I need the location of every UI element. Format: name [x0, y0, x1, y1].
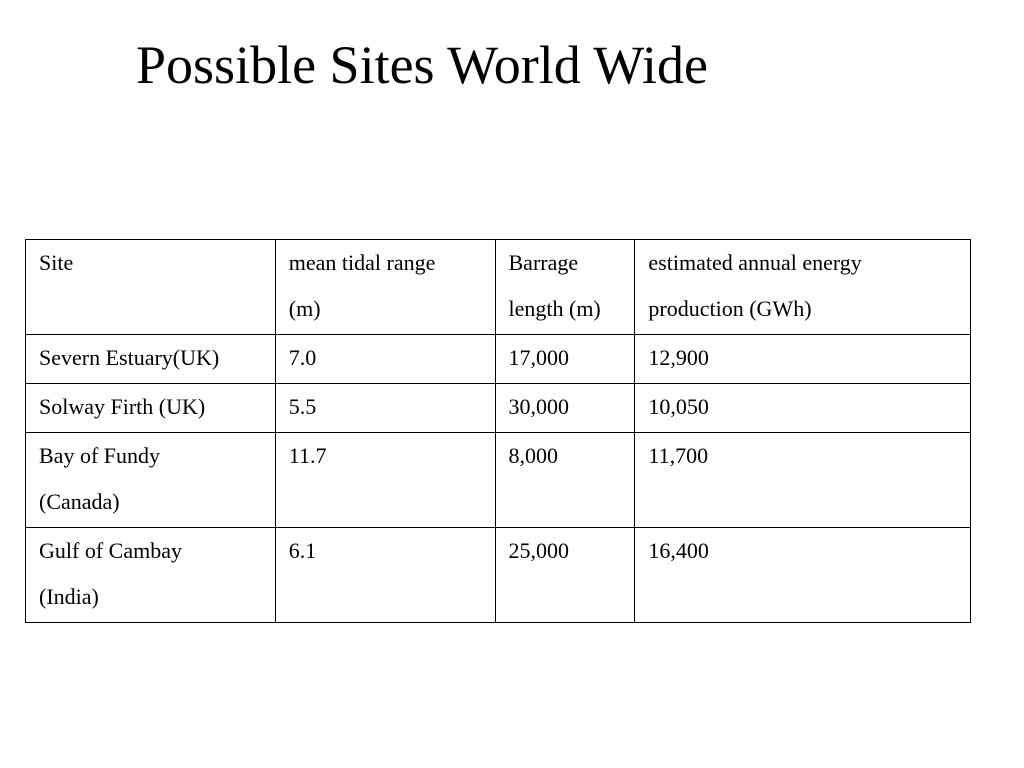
site-name: Bay of Fundy [39, 443, 160, 468]
header-text: production (GWh) [648, 296, 812, 321]
mean-tidal-range-cell: 5.5 [275, 384, 495, 433]
header-annual-energy [635, 240, 971, 335]
site-cell [26, 335, 276, 384]
barrage-length-cell: 8,000 [495, 433, 635, 528]
header-barrage-length [495, 240, 635, 335]
table-row [26, 335, 971, 384]
table-header-row [26, 240, 971, 335]
header-text: estimated annual energy [648, 250, 862, 275]
energy-cell: 11,700 [635, 433, 971, 528]
table-row [26, 433, 971, 528]
energy-cell: 12,900 [635, 335, 971, 384]
mean-tidal-range-cell: 7.0 [275, 335, 495, 384]
barrage-length-cell: 25,000 [495, 528, 635, 623]
header-text: mean tidal range [288, 250, 436, 275]
site-cell [26, 433, 276, 528]
header-text: (m) [288, 296, 321, 321]
tidal-sites-table [25, 239, 971, 623]
barrage-length-cell: 17,000 [495, 335, 635, 384]
header-mean-tidal-range [275, 240, 495, 335]
site-country: (India) [39, 584, 99, 609]
table-row [26, 528, 971, 623]
site-name: Gulf of Cambay [39, 538, 182, 563]
header-site [26, 240, 276, 335]
energy-cell: 10,050 [635, 384, 971, 433]
header-text: Barrage [508, 250, 579, 275]
site-cell [26, 528, 276, 623]
slide-title: Possible Sites World Wide [136, 35, 709, 95]
table-row [26, 384, 971, 433]
header-text: Site [39, 250, 74, 275]
header-text: length (m) [508, 296, 601, 321]
mean-tidal-range-cell: 6.1 [275, 528, 495, 623]
mean-tidal-range-cell: 11.7 [275, 433, 495, 528]
energy-cell: 16,400 [635, 528, 971, 623]
site-name: Severn Estuary(UK) [39, 345, 220, 370]
site-cell [26, 384, 276, 433]
barrage-length-cell: 30,000 [495, 384, 635, 433]
site-name: Solway Firth (UK) [39, 394, 206, 419]
site-country: (Canada) [39, 489, 120, 514]
